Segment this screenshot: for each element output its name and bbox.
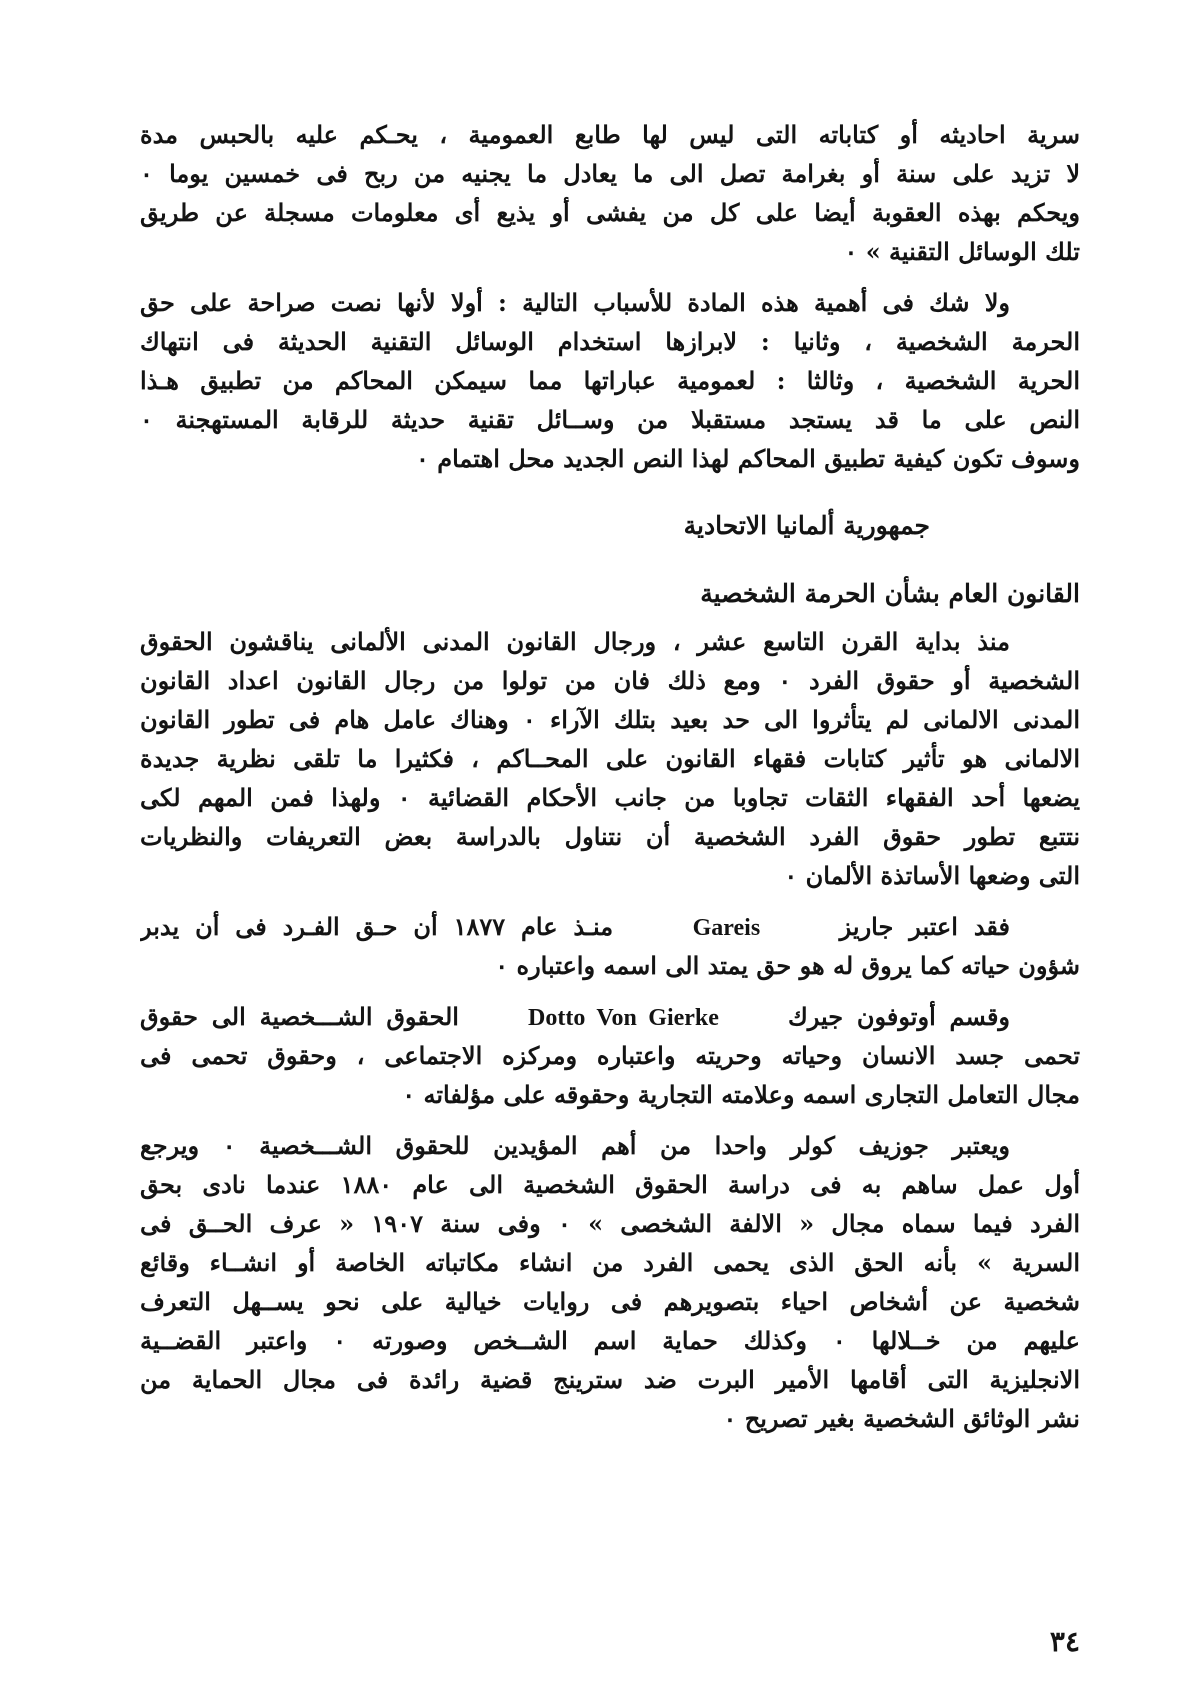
text-line: عليهم من خــلالها ٠ وكذلك حماية اسم الشــخص وصورته ٠ واعتبر القضــية [140, 1326, 1080, 1355]
text-line: تلك الوسائل التقنية » ٠ [844, 237, 1080, 266]
page-number: ٣٤ [1049, 1625, 1080, 1658]
paragraph-history [140, 622, 1080, 895]
text-line: شؤون حياته كما يروق له هو حق يمتد الى اسمه واعتباره ٠ [495, 951, 1080, 980]
text-fragment: وقسم أوتوفون جيرك [788, 1002, 1011, 1031]
heading-section: القانون العام بشأن الحرمة الشخصية [700, 579, 1080, 608]
text-fragment: فقد اعتبر جاريز [839, 912, 1011, 941]
text-line: شخصية عن أشخاص احياء بتصويرهم فى روايات خيالية على نحو يســهل التعرف [140, 1287, 1080, 1316]
text-line: الالمانى هو تأثير كتابات فقهاء القانون على المحــاكم ، فكثيرا ما تلقى نظرية جديدة [140, 744, 1080, 773]
text-line: نتتبع تطور حقوق الفرد الشخصية أن نتناول بالدراسة بعض التعريفات والنظريات [140, 822, 1080, 851]
text-line: الانجليزية التى أقامها الأمير البرت ضد سترينج قضية رائدة فى مجال الحماية من [140, 1365, 1080, 1394]
text-line [140, 907, 1080, 946]
text-line: وسوف تكون كيفية تطبيق المحاكم لهذا النص الجديد محل اهتمام ٠ [416, 444, 1080, 473]
text-line: المدنى الالمانى لم يتأثروا الى حد بعيد بتلك الآراء ٠ وهناك عامل هام فى تطور القانون [140, 705, 1080, 734]
text-line: منذ بداية القرن التاسع عشر ، ورجال القانون المدنى الألمانى يناقشون الحقوق [140, 627, 1010, 656]
paragraph-gareis [140, 907, 1080, 985]
text-line: الحرمة الشخصية ، وثانيا : لابرازها استخدام الوسائل التقنية الحديثة فى انتهاك [140, 327, 1080, 356]
text-line: الحرية الشخصية ، وثالثا : لعمومية عباراتها مما سيمكن المحاكم من تطبيق هـذا [140, 366, 1080, 395]
paragraph-kohler [140, 1126, 1080, 1438]
text-line: التى وضعها الأساتذة الألمان ٠ [784, 861, 1080, 890]
text-line: سرية احاديثه أو كتاباته التى ليس لها طابع العمومية ، يحـكم عليه بالحبس مدة [140, 120, 1080, 149]
text-line: الشخصية أو حقوق الفرد ٠ ومع ذلك فان من تولوا من رجال القانون اعداد القانون [140, 666, 1080, 695]
text-line: أول عمل ساهم به فى دراسة الحقوق الشخصية الى عام ١٨٨٠ عندما نادى بحق [140, 1170, 1080, 1199]
text-line: لا تزيد على سنة أو بغرامة تصل الى ما يعادل ما يجنيه من ربح فى خمسين يوما ٠ [140, 159, 1080, 188]
latin-name-gareis: Gareis [692, 915, 761, 941]
text-line [140, 997, 1080, 1036]
document-page [140, 115, 1080, 1450]
text-line: ولا شك فى أهمية هذه المادة للأسباب التالية : أولا لأنها نصت صراحة على حق [140, 288, 1010, 317]
paragraph-gierke [140, 997, 1080, 1114]
text-line: مجال التعامل التجارى اسمه وعلامته التجارية وحقوقه على مؤلفاته ٠ [402, 1080, 1080, 1109]
text-line: تحمى جسد الانسان وحياته وحريته واعتباره ومركزه الاجتماعى ، وحقوق تحمى فى [140, 1041, 1080, 1070]
text-line: النص على ما قد يستجد مستقبلا من وســائل تقنية حديثة للرقابة المستهجنة ٠ [140, 405, 1080, 434]
text-fragment: الحقوق الشـــخصية الى حقوق [140, 1002, 459, 1031]
heading-country: جمهورية ألمانيا الاتحادية [683, 511, 930, 540]
text-line: السرية » بأنه الحق الذى يحمى الفرد من انشاء مكاتباته الخاصة أو انشــاء وقائع [140, 1248, 1080, 1277]
latin-name-gierke: Dotto Von Gierke [528, 1005, 719, 1031]
text-line: يضعها أحد الفقهاء الثقات تجاوبا من جانب الأحكام القضائية ٠ ولهذا فمن المهم لكى [140, 783, 1080, 812]
text-line: ويعتبر جوزيف كولر واحدا من أهم المؤيدين للحقوق الشـــخصية ٠ ويرجع [140, 1131, 1010, 1160]
text-line: ويحكم بهذه العقوبة أيضا على كل من يفشى أو يذيع أى معلومات مسجلة عن طريق [140, 198, 1080, 227]
text-line: الفرد فيما سماه مجال « الالفة الشخصى » ٠ وفى سنة ١٩٠٧ « عرف الحــق فى [140, 1209, 1080, 1238]
paragraph-privacy-penalty [140, 115, 1080, 271]
paragraph-article-importance [140, 283, 1080, 478]
text-fragment: منـذ عام ١٨٧٧ أن حـق الفـرد فى أن يدبر [140, 912, 614, 941]
text-line: نشر الوثائق الشخصية بغير تصريح ٠ [723, 1404, 1080, 1433]
